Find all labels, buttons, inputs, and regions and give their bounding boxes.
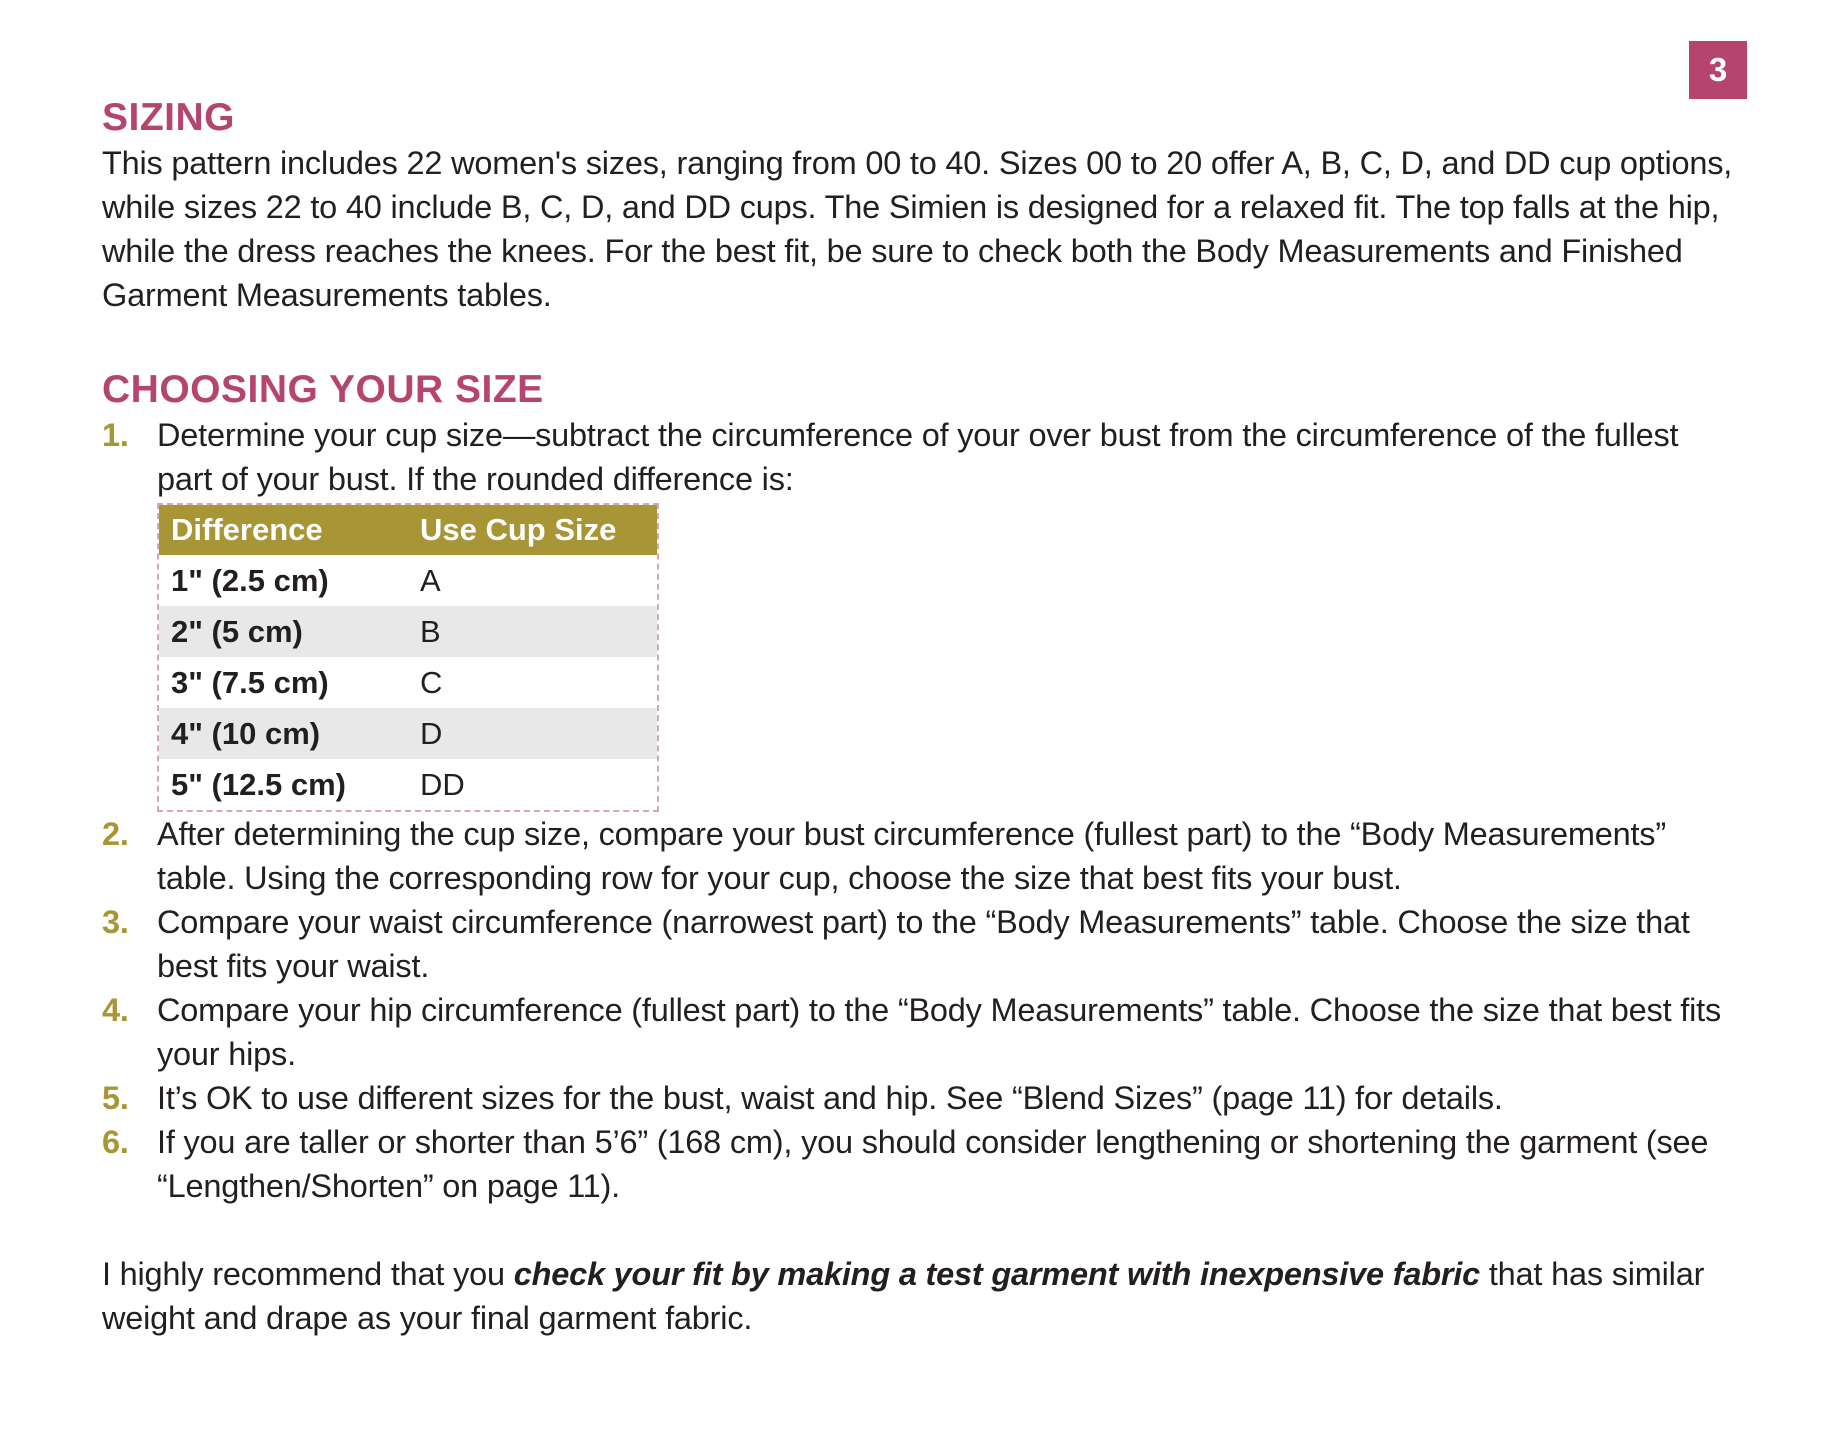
step-text: If you are taller or shorter than 5’6” (168 cm), you should consider lengthening or shortening the garment (see “Lengthen/Shorten” on page 11). xyxy=(157,1124,1709,1204)
page-number-badge: 3 xyxy=(1689,41,1747,99)
cup-size-cell: DD xyxy=(420,766,465,802)
step-text: Determine your cup size—subtract the circumference of your over bust from the circumference of the fullest part of your bust. If the rounded difference is: xyxy=(157,417,1679,497)
cup-size-table-frame xyxy=(157,503,659,812)
step-item-5 xyxy=(102,1076,1742,1120)
step-text: Compare your hip circumference (fullest part) to the “Body Measurements” table. Choose the size that best fits your hips. xyxy=(157,992,1721,1072)
step-text: It’s OK to use different sizes for the bust, waist and hip. See “Blend Sizes” (page 11) for details. xyxy=(157,1080,1503,1116)
table-row xyxy=(159,708,657,759)
cup-size-cell: A xyxy=(420,562,441,598)
step-item-2 xyxy=(102,812,1742,900)
column-header-difference: Difference xyxy=(159,505,408,555)
cup-size-table xyxy=(159,505,657,810)
cup-size-cell: D xyxy=(408,708,657,759)
difference-cell: 5" (12.5 cm) xyxy=(171,766,346,802)
recommendation-suffix: that has similar weight and drape as your final garment fabric. xyxy=(102,1256,1705,1336)
step-item-6 xyxy=(102,1120,1742,1208)
choosing-size-heading: CHOOSING YOUR SIZE xyxy=(102,368,544,411)
step-number: 2. xyxy=(102,816,129,852)
steps-list xyxy=(102,413,1742,501)
difference-cell: 4" (10 cm) xyxy=(159,708,408,759)
table-row xyxy=(159,657,657,708)
step-number: 3. xyxy=(102,904,129,940)
recommendation-emphasis: check your fit by making a test garment with inexpensive fabric xyxy=(513,1256,1481,1292)
step-number: 6. xyxy=(102,1124,129,1160)
step-item-4 xyxy=(102,988,1742,1076)
step-number: 4. xyxy=(102,992,129,1028)
step-text: Compare your waist circumference (narrowest part) to the “Body Measurements” table. Choose the size that best fits your waist. xyxy=(157,904,1690,984)
sizing-heading: SIZING xyxy=(102,96,236,139)
step-item-1 xyxy=(102,413,1742,501)
cup-size-cell: B xyxy=(408,606,657,657)
step-item-3 xyxy=(102,900,1742,988)
step-number: 1. xyxy=(102,417,129,453)
difference-cell: 2" (5 cm) xyxy=(159,606,408,657)
page-content xyxy=(102,95,1742,1340)
table-row xyxy=(159,555,657,606)
table-header-row xyxy=(159,505,657,555)
table-row xyxy=(159,606,657,657)
recommendation-prefix: I highly recommend that you xyxy=(102,1256,514,1292)
difference-cell: 1" (2.5 cm) xyxy=(171,562,329,598)
column-header-cup-size: Use Cup Size xyxy=(408,505,657,555)
step-text: After determining the cup size, compare your bust circumference (fullest part) to the “Body Measurements” table. Using the corresponding row for your cup, choose the size that best fits your bust. xyxy=(157,816,1666,896)
sizing-paragraph: This pattern includes 22 women's sizes, ranging from 00 to 40. Sizes 00 to 20 offer A, B, C, D, and DD cup options, while sizes 22 to 40 include B, C, D, and DD cups. The Simien is designed for a relaxed fit. The top falls at the hip, while the dress reaches the knees. For the best fit, be sure to check both the Body Measurements and Finished Garment Measurements tables. xyxy=(102,145,1733,313)
cup-size-cell: C xyxy=(420,664,443,700)
steps-list-continued xyxy=(102,812,1742,1208)
difference-cell: 3" (7.5 cm) xyxy=(171,664,329,700)
recommendation-paragraph xyxy=(102,1252,1742,1340)
step-number: 5. xyxy=(102,1080,129,1116)
table-row xyxy=(159,759,657,810)
